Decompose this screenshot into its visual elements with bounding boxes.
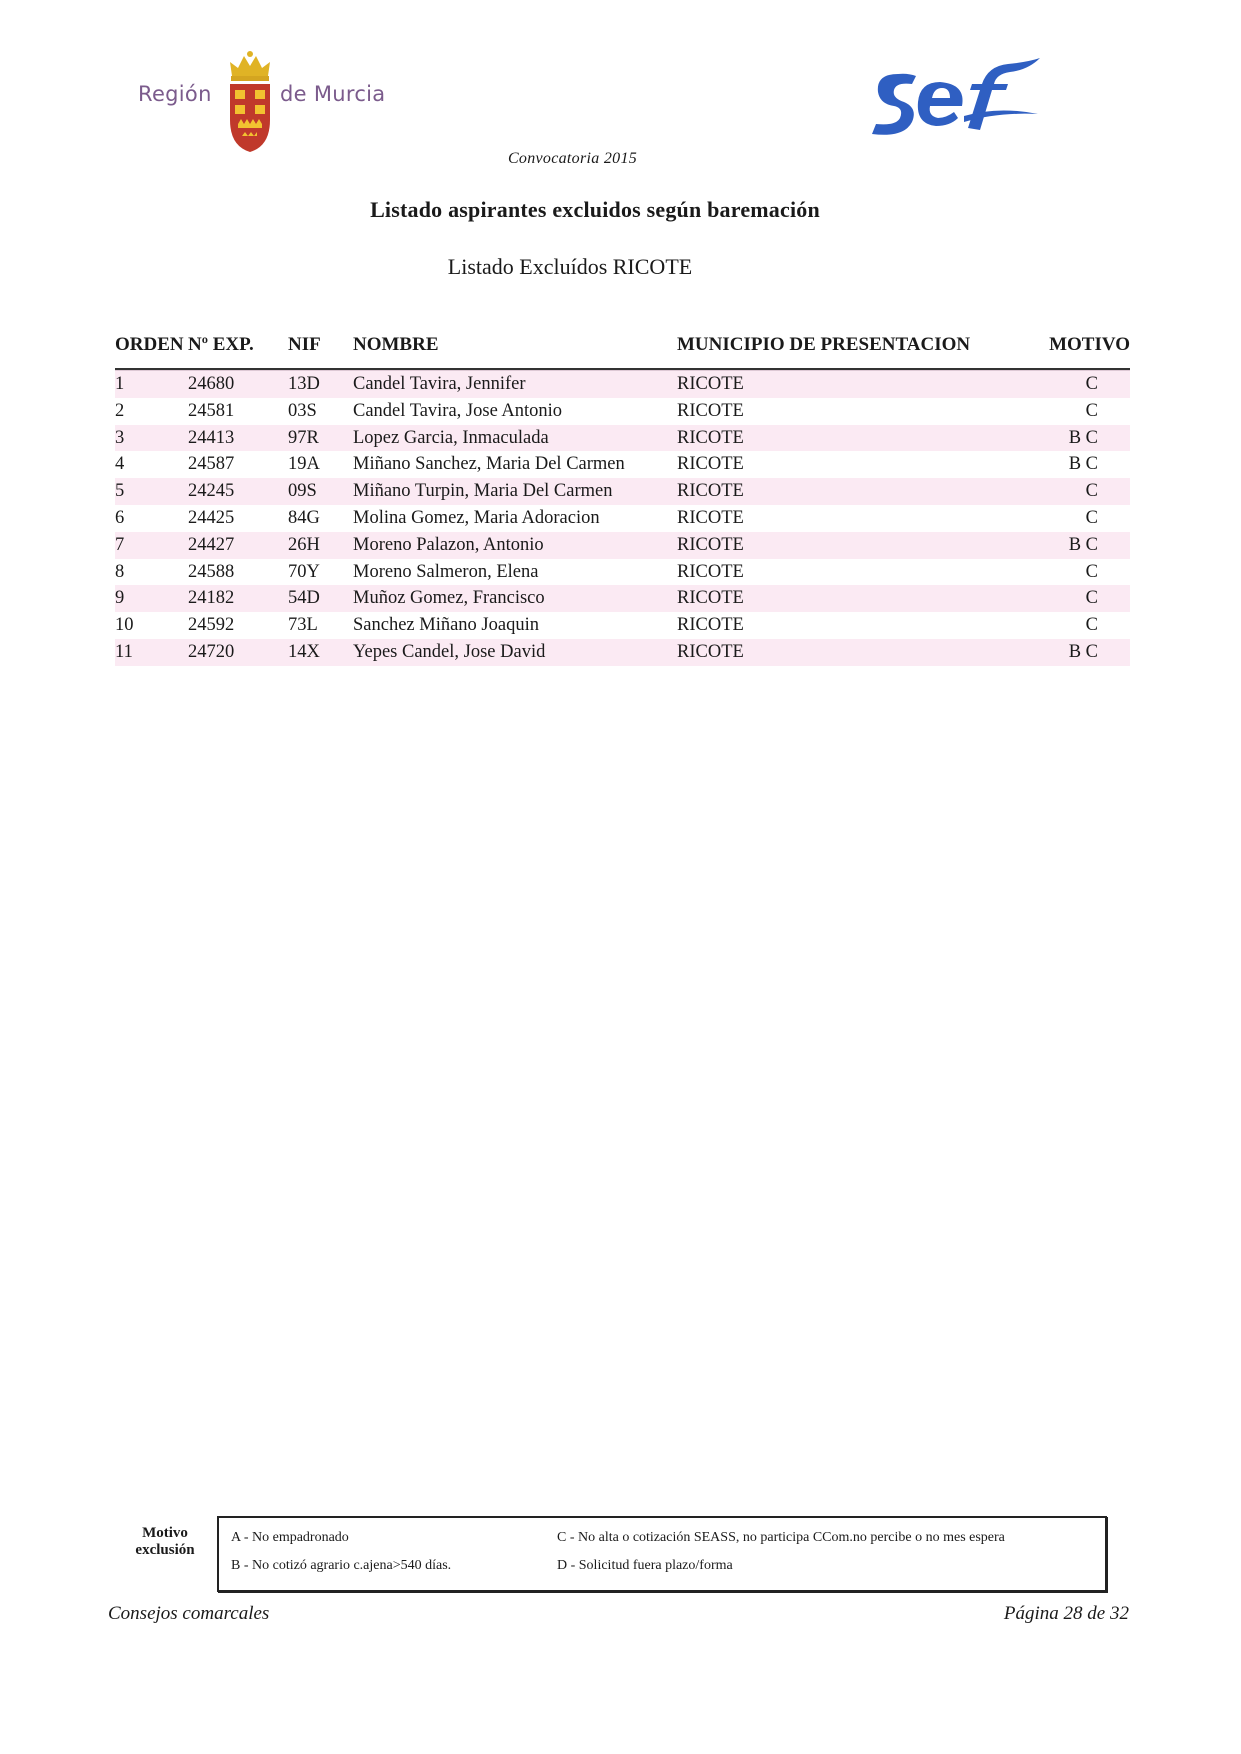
table-header	[115, 330, 1130, 370]
cell-nombre: Yepes Candel, Jose David	[353, 641, 546, 662]
col-motivo: MOTIVO	[1049, 334, 1130, 355]
legend-item-a: A - No empadronado	[231, 1530, 349, 1545]
cell-nombre: Moreno Salmeron, Elena	[353, 561, 539, 582]
cell-nombre: Muñoz Gomez, Francisco	[353, 588, 545, 609]
logo-word-region: Región	[138, 82, 212, 106]
cell-nombre: Molina Gomez, Maria Adoracion	[353, 507, 600, 528]
cell-nombre: Miñano Turpin, Maria Del Carmen	[353, 481, 613, 502]
cell-motivo: B C	[1068, 534, 1098, 555]
cell-motivo: C	[1085, 374, 1098, 394]
cell-exp: 24581	[188, 400, 235, 421]
murcia-coat-of-arms-icon	[224, 50, 276, 154]
table-row	[115, 451, 1130, 478]
cell-nif: 97R	[288, 427, 319, 448]
cell-exp: 24680	[188, 374, 235, 394]
cell-orden: 9	[115, 588, 125, 609]
table-row	[115, 585, 1130, 612]
cell-exp: 24182	[188, 588, 235, 609]
cell-municipio: RICOTE	[677, 561, 744, 582]
cell-orden: 6	[115, 507, 125, 528]
table-row	[115, 612, 1130, 639]
cell-nombre: Sanchez Miñano Joaquin	[353, 615, 539, 636]
col-nombre: NOMBRE	[353, 334, 439, 355]
cell-nif: 54D	[288, 588, 320, 609]
cell-motivo: B C	[1068, 641, 1098, 662]
cell-nif: 73L	[288, 615, 318, 636]
cell-nombre: Lopez Garcia, Inmaculada	[353, 427, 549, 448]
table-row	[115, 425, 1130, 452]
legend-label-line2: exclusión	[135, 1542, 195, 1558]
cell-nombre: Candel Tavira, Jose Antonio	[353, 400, 563, 421]
cell-orden: 2	[115, 400, 125, 421]
legend-label	[125, 1525, 205, 1559]
cell-motivo: B C	[1068, 427, 1098, 448]
cell-motivo: C	[1085, 400, 1098, 421]
cell-municipio: RICOTE	[677, 641, 744, 662]
col-orden: ORDEN	[115, 334, 184, 355]
cell-municipio: RICOTE	[677, 615, 744, 636]
cell-nif: 26H	[288, 534, 320, 555]
cell-orden: 4	[115, 454, 125, 475]
cell-exp: 24245	[188, 481, 235, 502]
cell-nombre: Candel Tavira, Jennifer	[353, 374, 526, 394]
cell-nif: 03S	[288, 400, 317, 421]
cell-orden: 5	[115, 481, 125, 502]
cell-municipio: RICOTE	[677, 427, 744, 448]
table-row	[115, 559, 1130, 586]
logo-word-murcia: de Murcia	[280, 82, 386, 106]
cell-orden: 11	[115, 641, 133, 662]
cell-municipio: RICOTE	[677, 374, 744, 394]
cell-municipio: RICOTE	[677, 588, 744, 609]
excluded-candidates-table	[115, 330, 1130, 666]
page-number: Página 28 de 32	[1003, 1603, 1129, 1624]
table-row	[115, 398, 1130, 425]
cell-motivo: C	[1085, 561, 1098, 582]
cell-orden: 1	[115, 374, 125, 394]
table-row	[115, 505, 1130, 532]
cell-exp: 24425	[188, 507, 235, 528]
cell-exp: 24592	[188, 615, 235, 636]
cell-exp: 24427	[188, 534, 235, 555]
cell-nif: 13D	[288, 374, 320, 394]
region-de-murcia-logo	[138, 50, 398, 160]
cell-exp: 24587	[188, 454, 235, 475]
table-row	[115, 370, 1130, 398]
convocatoria-heading: Convocatoria 2015	[507, 150, 638, 167]
cell-municipio: RICOTE	[677, 534, 744, 555]
table-row	[115, 478, 1130, 505]
cell-motivo: B C	[1068, 454, 1098, 475]
cell-motivo: C	[1085, 588, 1098, 609]
legend-label-line1: Motivo	[142, 1525, 188, 1541]
cell-exp: 24413	[188, 427, 235, 448]
cell-municipio: RICOTE	[677, 400, 744, 421]
legend-item-d: D - Solicitud fuera plazo/forma	[557, 1558, 733, 1573]
cell-nif: 14X	[288, 641, 320, 662]
table-row	[115, 639, 1130, 666]
cell-municipio: RICOTE	[677, 454, 744, 475]
cell-nif: 70Y	[288, 561, 320, 582]
page-subtitle: Listado Excluídos RICOTE	[447, 254, 693, 279]
cell-orden: 10	[115, 615, 134, 636]
col-municipio: MUNICIPIO DE PRESENTACION	[677, 334, 971, 355]
cell-orden: 7	[115, 534, 125, 555]
cell-nif: 84G	[288, 507, 320, 528]
cell-motivo: C	[1085, 481, 1098, 502]
cell-municipio: RICOTE	[677, 507, 744, 528]
cell-nombre: Moreno Palazon, Antonio	[353, 534, 544, 555]
col-exp: Nº EXP.	[188, 334, 254, 355]
legend-item-b: B - No cotizó agrario c.ajena>540 días.	[231, 1558, 452, 1573]
table-body	[115, 370, 1130, 666]
cell-motivo: C	[1085, 615, 1098, 636]
cell-motivo: C	[1085, 507, 1098, 528]
cell-nombre: Miñano Sanchez, Maria Del Carmen	[353, 454, 625, 475]
footer-left: Consejos comarcales	[108, 1603, 270, 1624]
cell-nif: 09S	[288, 481, 317, 502]
cell-orden: 8	[115, 561, 125, 582]
cell-exp: 24720	[188, 641, 235, 662]
table-row	[115, 532, 1130, 559]
sef-logo	[868, 56, 1046, 140]
col-nif: NIF	[288, 334, 321, 355]
legend-box	[217, 1516, 1107, 1592]
cell-municipio: RICOTE	[677, 481, 744, 502]
cell-orden: 3	[115, 427, 125, 448]
cell-nif: 19A	[288, 454, 320, 475]
page-title: Listado aspirantes excluidos según baremación	[370, 197, 820, 222]
cell-exp: 24588	[188, 561, 235, 582]
legend-item-c: C - No alta o cotización SEASS, no participa CCom.no percibe o no mes espera	[557, 1530, 1005, 1545]
